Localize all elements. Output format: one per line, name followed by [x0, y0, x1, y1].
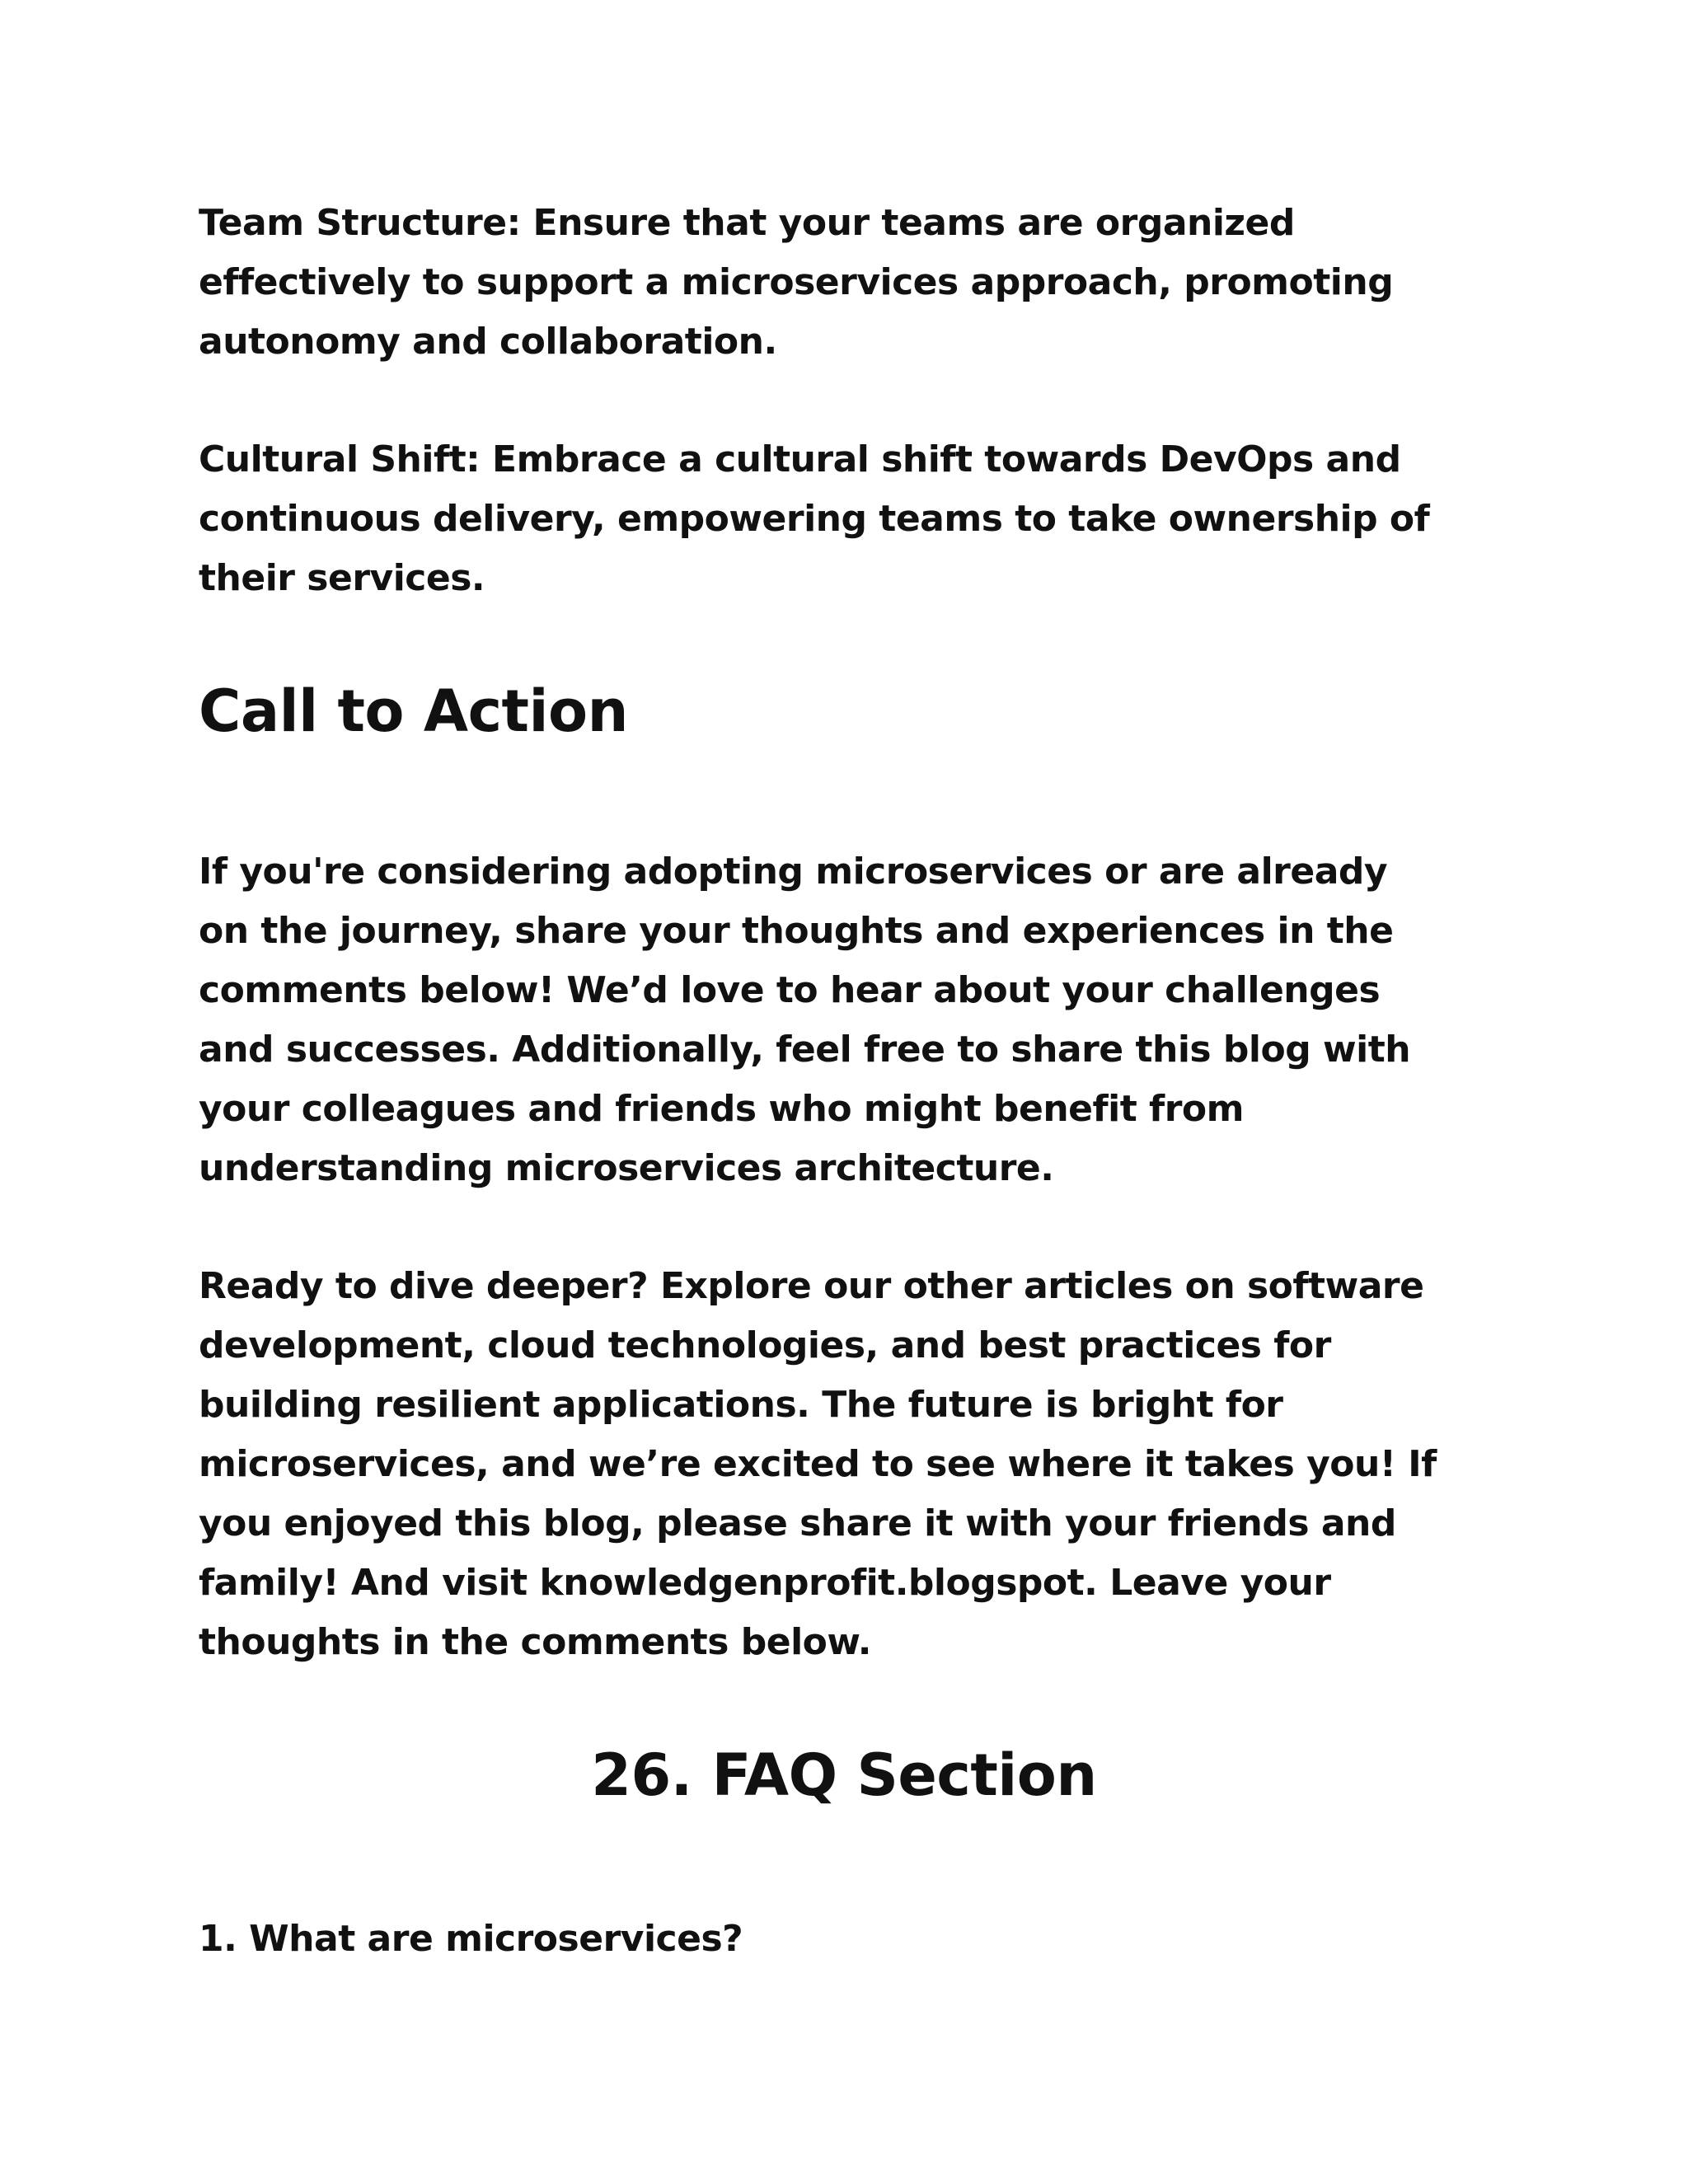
- text-line: effectively to support a microservices approach, promoting: [199, 261, 1394, 303]
- text-line: their services.: [199, 557, 485, 599]
- call-to-action-paragraph-1: [199, 842, 1550, 1198]
- text-line: autonomy and collaboration.: [199, 321, 777, 363]
- team-structure-paragraph: [199, 194, 1550, 372]
- text-line: building resilient applications. The future is bright for: [199, 1384, 1283, 1426]
- text-line: If you're considering adopting microservices or are already: [199, 851, 1388, 893]
- text-line: and successes. Additionally, feel free to share this blog with: [199, 1029, 1411, 1071]
- call-to-action-heading: Call to Action: [199, 677, 628, 745]
- text-line: your colleagues and friends who might benefit from: [199, 1088, 1244, 1130]
- text-line: development, cloud technologies, and best practices for: [199, 1324, 1331, 1366]
- text-line: thoughts in the comments below.: [199, 1621, 871, 1663]
- call-to-action-paragraph-2: [199, 1257, 1550, 1672]
- text-line: Ready to dive deeper? Explore our other articles on software: [199, 1265, 1424, 1307]
- text-line: Team Structure: Ensure that your teams are organized: [199, 202, 1295, 244]
- cultural-shift-paragraph: [199, 430, 1550, 608]
- text-line: comments below! We’d love to hear about your challenges: [199, 969, 1381, 1011]
- text-line: you enjoyed this blog, please share it with your friends and: [199, 1502, 1396, 1544]
- text-line: family! And visit knowledgenprofit.blogspot. Leave your: [199, 1562, 1331, 1604]
- text-line: Cultural Shift: Embrace a cultural shift towards DevOps and: [199, 438, 1401, 480]
- text-line: on the journey, share your thoughts and experiences in the: [199, 910, 1394, 952]
- text-line: 1. What are microservices?: [199, 1918, 743, 1960]
- faq-section-heading: 26. FAQ Section: [591, 1741, 1097, 1809]
- text-line: microservices, and we’re excited to see where it takes you! If: [199, 1443, 1437, 1485]
- text-line: understanding microservices architecture.: [199, 1147, 1054, 1189]
- text-line: continuous delivery, empowering teams to take ownership of: [199, 498, 1430, 540]
- faq-question-1: [199, 1910, 1550, 1969]
